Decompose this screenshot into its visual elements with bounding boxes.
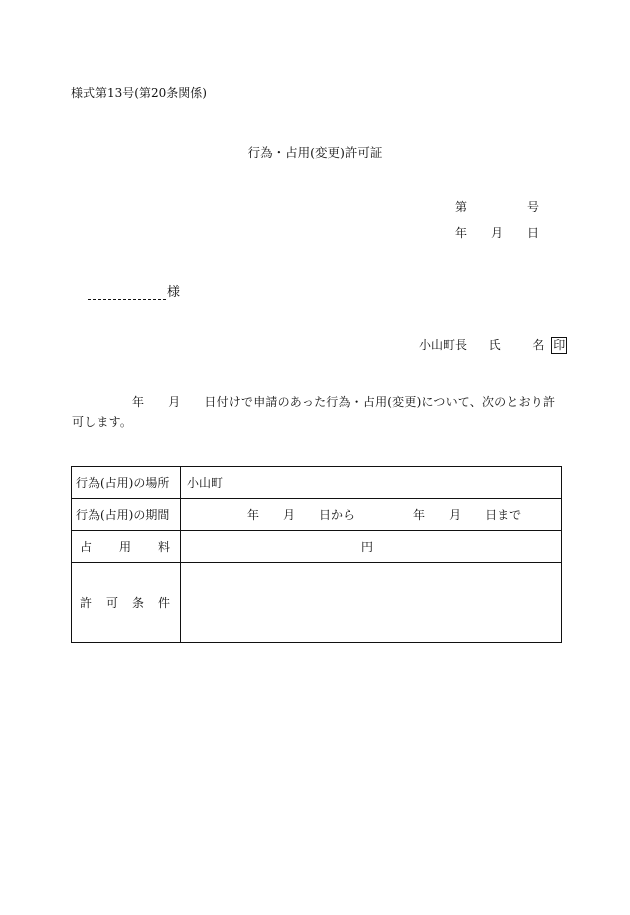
- seal-mark: 印: [553, 338, 566, 352]
- fee-value: [181, 531, 562, 563]
- place-value: 小山町: [181, 467, 562, 499]
- mayor-title: 小山町長: [419, 338, 468, 352]
- body-year: 年: [132, 395, 145, 409]
- permit-body-text: [72, 392, 562, 432]
- issue-date-month: 月: [491, 226, 504, 240]
- period-start-day: 日から: [319, 508, 356, 522]
- conditions-label-char: 条: [131, 596, 144, 610]
- fee-label-char: 料: [157, 540, 170, 554]
- period-start-year: 年: [247, 508, 260, 522]
- period-value: [181, 499, 562, 531]
- period-end-year: 年: [413, 508, 426, 522]
- mayor-shi: 氏: [488, 338, 501, 352]
- conditions-label-char: 許: [80, 596, 93, 610]
- conditions-value: [181, 563, 562, 643]
- document-title: 行為・占用(変更)許可証: [247, 145, 383, 160]
- addressee: [88, 281, 180, 300]
- body-month: 月: [168, 395, 181, 409]
- issue-number-dai: 第: [455, 200, 468, 214]
- period-end-month: 月: [449, 508, 462, 522]
- period-label: 行為(占用)の期間: [72, 499, 181, 531]
- issue-date-year: 年: [455, 226, 468, 240]
- issue-date-day: 日: [527, 226, 540, 240]
- fee-label-char: 占: [80, 540, 93, 554]
- conditions-label-char: 件: [157, 596, 170, 610]
- fee-label: [72, 531, 181, 563]
- permit-details-table: [71, 466, 562, 643]
- addressee-suffix: 様: [167, 285, 181, 300]
- period-start-month: 月: [283, 508, 296, 522]
- addressee-blank-line: [88, 289, 166, 300]
- issue-number-go: 号: [527, 200, 540, 214]
- table-row-conditions: [72, 563, 562, 643]
- conditions-label: [72, 563, 181, 643]
- table-row-place: [72, 467, 562, 499]
- table-row-fee: [72, 531, 562, 563]
- fee-unit: 円: [360, 540, 373, 554]
- conditions-label-char: 可: [105, 596, 118, 610]
- body-sentence: 日付けで申請のあった行為・占用(変更)について、次のとおり許可します。: [72, 395, 556, 429]
- table-row-period: [72, 499, 562, 531]
- mayor-mei: 名: [532, 338, 545, 352]
- fee-label-char: 用: [118, 540, 131, 554]
- form-number: 様式第13号(第20条関係): [71, 86, 207, 100]
- mayor-signature: [419, 336, 567, 354]
- place-label: 行為(占用)の場所: [72, 467, 181, 499]
- period-end-day: 日まで: [485, 508, 522, 522]
